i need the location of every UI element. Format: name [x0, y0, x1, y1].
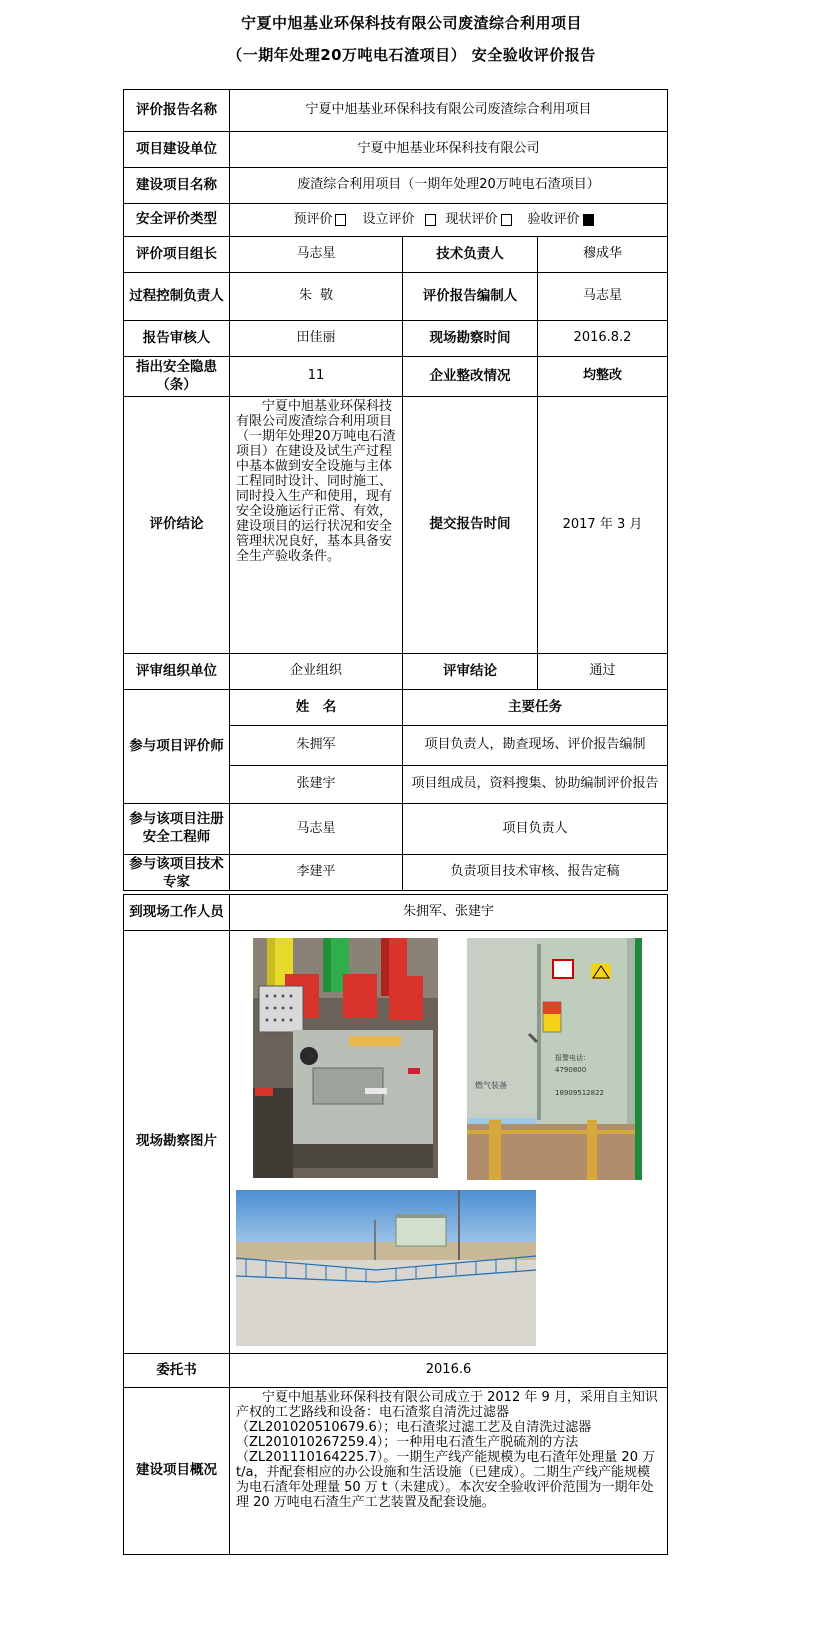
safety-engineer-name: 马志星	[229, 803, 403, 855]
site-staff-value: 朱拥军、张建宇	[229, 894, 668, 931]
conclusion-label: 评价结论	[123, 396, 230, 654]
reviewer-value: 田佳丽	[229, 320, 403, 357]
construction-unit-value: 宁夏中旭基业环保科技有限公司	[229, 131, 668, 168]
report-author-value: 马志星	[537, 272, 668, 321]
gas-equipment-photo	[467, 938, 642, 1180]
eval-type-options	[229, 203, 668, 237]
option-status-eval-label: 现状评价	[445, 211, 498, 227]
review-result-value: 通过	[537, 653, 668, 690]
document-title: 宁夏中旭基业环保科技有限公司废渣综合利用项目	[240, 14, 582, 32]
tech-expert-task: 负责项目技术审核、报告定稿	[402, 854, 668, 891]
option-pre-eval-label: 预评价	[293, 211, 333, 227]
safety-engineer-label: 参与该项目注册安全工程师	[123, 803, 230, 855]
process-control-value: 朱 敬	[229, 272, 403, 321]
alarm-phone-label: 报警电话：	[555, 1054, 590, 1062]
option-setup-eval-label: 设立评价	[362, 211, 415, 227]
evaluators-label: 参与项目评价师	[123, 689, 230, 804]
project-name-label: 建设项目名称	[123, 167, 230, 204]
survey-time-value: 2016.8.2	[537, 320, 668, 357]
report-author-label: 评价报告编制人	[402, 272, 538, 321]
document-subtitle: （一期年处理20万吨电石渣项目） 安全验收评价报告	[227, 46, 596, 64]
review-result-label: 评审结论	[402, 653, 538, 690]
gas-equipment-text: 燃气装备	[475, 1081, 507, 1090]
switchgear-photo	[253, 938, 438, 1178]
review-org-label: 评审组织单位	[123, 653, 230, 690]
evaluators-task-header: 主要任务	[402, 689, 668, 726]
safety-engineer-task: 项目负责人	[402, 803, 668, 855]
submit-time-label: 提交报告时间	[402, 396, 538, 654]
evaluators-name-header: 姓 名	[229, 689, 403, 726]
rectification-label: 企业整改情况	[402, 356, 538, 397]
review-org-value: 企业组织	[229, 653, 403, 690]
team-leader-value: 马志星	[229, 236, 403, 273]
process-control-label: 过程控制负责人	[123, 272, 230, 321]
project-name-value: 废渣综合利用项目（一期年处理20万吨电石渣项目）	[229, 167, 668, 204]
reviewer-label: 报告审核人	[123, 320, 230, 357]
alarm-phone-number: 4790800	[555, 1066, 587, 1074]
hazards-value: 11	[229, 356, 403, 397]
tech-lead-label: 技术负责人	[402, 236, 538, 273]
evaluator-name: 张建宇	[229, 765, 403, 804]
rectification-value: 均整改	[537, 356, 668, 397]
hazards-label: 指出安全隐患（条）	[123, 356, 230, 397]
submit-time-value: 2017 年 3 月	[537, 396, 668, 654]
evaluator-task: 项目负责人，勘查现场、评价报告编制	[402, 725, 668, 766]
acceptance-eval-checkbox	[583, 214, 594, 226]
status-eval-checkbox	[501, 214, 512, 226]
option-acceptance-eval-label: 验收评价	[527, 211, 580, 227]
tech-expert-label: 参与该项目技术专家	[123, 854, 230, 891]
setup-eval-checkbox	[425, 214, 436, 226]
overview-text: 宁夏中旭基业环保科技有限公司成立于 2012 年 9 月，采用自主知识产权的工艺路线和设备：电石渣浆自清洗过滤器（ZL201020510679.6）；电石渣浆过滤工艺及自清洗过滤器（ZL201010267259.4）；一种用电石渣生产脱硫剂的方法（ZL201110164225.7）。一期生产线产能规模为电石渣年处理量 20 万 t/a，并配套相应的办公设施和生活设施（已建成）。二期生产线产能规模为电石渣年处理量 50 万 t（未建成）。本次安全验收评价范围为一期年处理 20 万吨电石渣生产工艺装置及配套设施。	[229, 1387, 668, 1555]
evaluator-name: 朱拥军	[229, 725, 403, 766]
report-name-label: 评价报告名称	[123, 89, 230, 132]
construction-unit-label: 项目建设单位	[123, 131, 230, 168]
enclosure-photo	[236, 1190, 536, 1346]
report-name-value: 宁夏中旭基业环保科技有限公司废渣综合利用项目	[229, 89, 668, 132]
pre-eval-checkbox	[335, 214, 346, 226]
site-staff-label: 到现场工作人员	[123, 894, 230, 931]
tech-expert-name: 李建平	[229, 854, 403, 891]
survey-time-label: 现场勘察时间	[402, 320, 538, 357]
team-leader-label: 评价项目组长	[123, 236, 230, 273]
overview-label: 建设项目概况	[123, 1387, 230, 1555]
conclusion-text: 宁夏中旭基业环保科技有限公司废渣综合利用项目（一期年处理20万吨电石渣项目）在建设及试生产过程中基本做到安全设施与主体工程同时设计、同时施工、同时投入生产和使用，现有安全设施运行正常、有效，建设项目的运行状况和安全管理状况良好，基本具备安全生产验收条件。	[229, 396, 403, 654]
eval-type-label: 安全评价类型	[123, 203, 230, 237]
tech-lead-value: 穆成华	[537, 236, 668, 273]
commission-value: 2016.6	[229, 1353, 668, 1388]
commission-label: 委托书	[123, 1353, 230, 1388]
site-photos-label: 现场勘察图片	[123, 930, 230, 1354]
evaluator-task: 项目组成员，资料搜集、协助编制评价报告	[402, 765, 668, 804]
alarm-mobile-number: 18909512822	[555, 1089, 604, 1097]
